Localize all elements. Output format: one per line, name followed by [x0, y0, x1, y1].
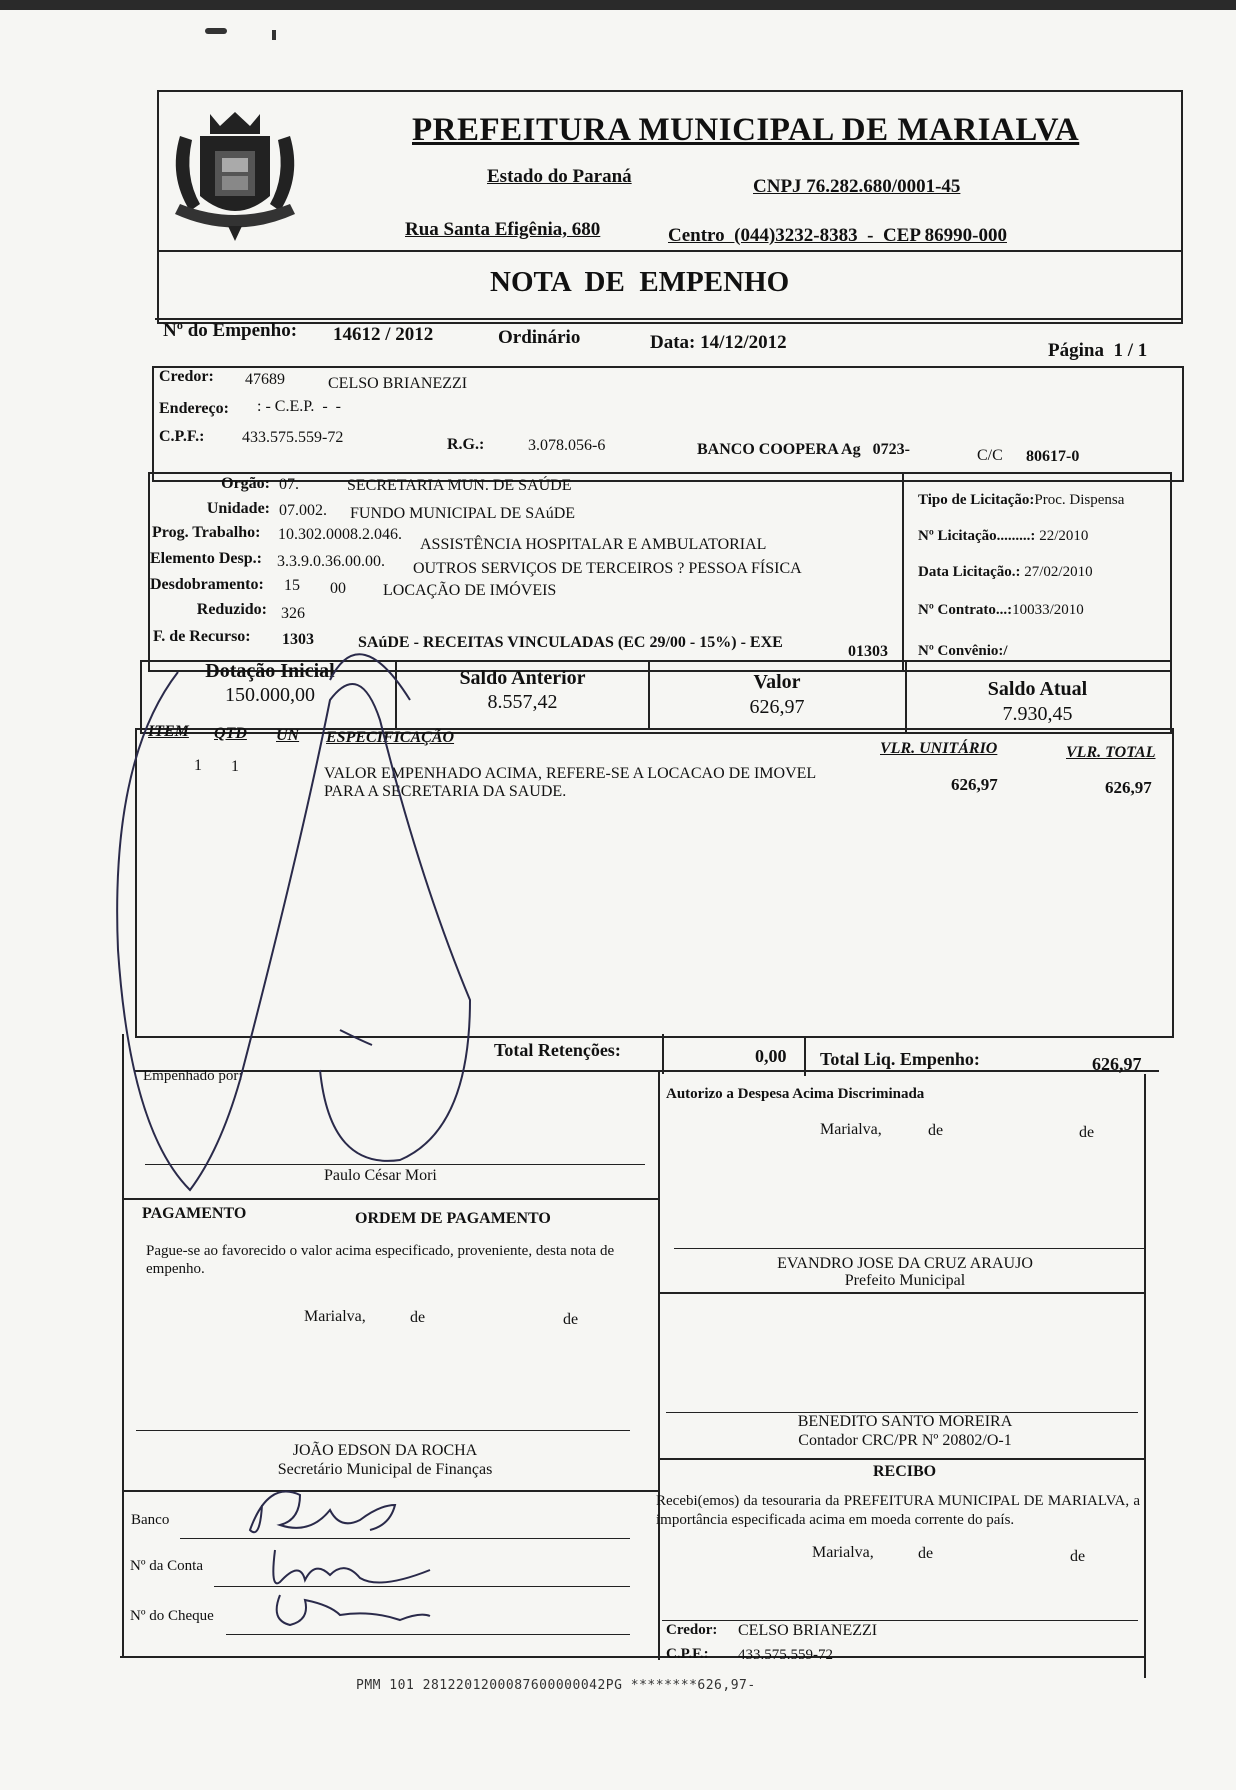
- conta-line: [214, 1586, 630, 1587]
- recibo-city: Marialva,: [812, 1544, 874, 1561]
- saldo-atual-label: Saldo Atual: [987, 678, 1088, 700]
- contrato-key: Nº Contrato...:: [918, 602, 1013, 618]
- recibo-cpf-label: C.P.F.:: [666, 1646, 709, 1662]
- col-vlr-unitario: VLR. UNITÁRIO: [880, 740, 998, 757]
- orgao-name: SECRETARIA MUN. DE SAÚDE: [347, 477, 572, 494]
- saldos-div-2: [648, 662, 650, 730]
- recurso-name: SAúDE - RECEITAS VINCULADAS (EC 29/00 - 15%) - EXE: [358, 634, 783, 651]
- scan-mark-dot: [272, 30, 276, 40]
- desdobramento-name: LOCAÇÃO DE IMÓVEIS: [383, 582, 557, 599]
- rg-value: 3.078.056-6: [528, 437, 606, 454]
- autorizo-label: Autorizo a Despesa Acima Discriminada: [666, 1086, 925, 1102]
- prog-name: ASSISTÊNCIA HOSPITALAR E AMBULATORIAL: [420, 536, 767, 553]
- pagamento-city: Marialva,: [304, 1308, 366, 1325]
- dotacao-value: 150.000,00: [225, 684, 315, 706]
- cheque-label: Nº do Cheque: [130, 1608, 214, 1624]
- prefeito-signature-line: [674, 1248, 1144, 1249]
- conta-label: Nº da Conta: [130, 1558, 203, 1574]
- data-licitacao-key: Data Licitação.:: [918, 564, 1021, 580]
- recurso-code: 1303: [282, 631, 314, 648]
- col-especificacao: ESPECIFICAÇÃO: [326, 729, 455, 746]
- autorizo-city: Marialva,: [820, 1121, 882, 1138]
- banco-label: Banco: [131, 1512, 170, 1528]
- banco-value: BANCO COOPERA Ag 0723-: [697, 441, 910, 458]
- scan-mark: [205, 28, 227, 34]
- unidade-label: Unidade:: [206, 500, 270, 517]
- credor-label: Credor:: [159, 368, 214, 385]
- col-qtd: QTD: [214, 725, 247, 742]
- recibo-top: [658, 1458, 1146, 1460]
- empenho-type: Ordinário: [498, 327, 581, 348]
- credor-code: 47689: [245, 371, 285, 388]
- recibo-title: RECIBO: [873, 1463, 937, 1480]
- saldo-atual-value: 7.930,45: [1002, 703, 1073, 725]
- recibo-de-1: de: [918, 1545, 934, 1562]
- tipo-licitacao-value: Proc. Dispensa: [1034, 492, 1125, 508]
- empenho-date: Data: 14/12/2012: [650, 332, 787, 353]
- orgao-code: 07.: [279, 476, 299, 493]
- ordem-pagamento-label: ORDEM DE PAGAMENTO: [355, 1210, 551, 1227]
- orgao-label: Orgão:: [221, 475, 270, 492]
- item-vlr-total: 626,97: [1105, 778, 1152, 797]
- prefeito-role: Prefeito Municipal: [844, 1272, 966, 1289]
- state-label: Estado do Paraná: [487, 166, 632, 187]
- saldo-anterior-value: 8.557,42: [487, 691, 558, 713]
- unidade-name: FUNDO MUNICIPAL DE SAúDE: [350, 505, 576, 522]
- tipo-licitacao-label: [918, 492, 1124, 509]
- lower-right-border: [1144, 1074, 1146, 1678]
- address-label: Rua Santa Efigênia, 680: [405, 219, 601, 240]
- recurso-num: 01303: [848, 643, 888, 660]
- data-licitacao-value: 27/02/2010: [1020, 564, 1093, 580]
- contrato-value: 10033/2010: [1012, 602, 1084, 618]
- lower-left-border: [122, 1034, 124, 1658]
- page-number: Página 1 / 1: [1048, 340, 1148, 361]
- convenio-label: Nº Convênio:/: [918, 643, 1008, 659]
- pagamento-top: [122, 1198, 658, 1200]
- lower-middle-border: [658, 1070, 660, 1660]
- desdobramento-sub: 00: [330, 580, 346, 597]
- tipo-licitacao-key: Tipo de Licitação:: [918, 492, 1035, 508]
- autorizo-de-1: de: [928, 1122, 944, 1139]
- prefeito-name: EVANDRO JOSE DA CRUZ ARAUJO: [777, 1255, 1033, 1272]
- item-description-line2: PARA A SECRETARIA DA SAUDE.: [324, 783, 567, 800]
- item-number: 1: [194, 757, 202, 774]
- credor-name: CELSO BRIANEZZI: [328, 375, 468, 392]
- banco-line: [180, 1538, 630, 1539]
- contador-name: BENEDITO SANTO MOREIRA: [797, 1413, 1013, 1430]
- total-liq-value: 626,97: [1092, 1054, 1142, 1074]
- recibo-credor-label: Credor:: [666, 1622, 718, 1638]
- pagamento-de-2: de: [563, 1311, 579, 1328]
- empenho-number-label: Nº do Empenho:: [163, 320, 298, 341]
- cpf-label: C.P.F.:: [159, 428, 205, 445]
- endereco-value: : - C.E.P. - -: [257, 398, 341, 415]
- total-retencoes-value: 0,00: [755, 1046, 787, 1066]
- recurso-label: F. de Recurso:: [153, 628, 251, 645]
- num-licitacao-key: Nº Licitação.........:: [918, 528, 1036, 544]
- document-title: NOTA DE EMPENHO: [490, 266, 790, 298]
- rg-label: R.G.:: [447, 436, 485, 453]
- cnpj-label: CNPJ 76.282.680/0001-45: [753, 176, 961, 197]
- saldos-div-3: [905, 662, 907, 732]
- banco-top: [122, 1490, 658, 1492]
- reduzido-label: Reduzido:: [196, 601, 267, 618]
- totais-bottom: [135, 1070, 1159, 1072]
- empenho-number: 14612 / 2012: [333, 324, 434, 345]
- dotacao-label: Dotação Inicial: [205, 660, 335, 682]
- elemento-name: OUTROS SERVIÇOS DE TERCEIROS ? PESSOA FÍSICA: [413, 560, 802, 577]
- num-licitacao-value: 22/2010: [1035, 528, 1089, 544]
- total-retencoes-label: Total Retenções:: [494, 1040, 621, 1060]
- lower-bottom-border: [120, 1656, 1146, 1658]
- item-qtd: 1: [231, 758, 239, 775]
- coat-of-arms-icon: [160, 96, 310, 246]
- data-licitacao-label: [918, 564, 1093, 581]
- financas-signature-line: [136, 1430, 630, 1431]
- recibo-text: Recebi(emos) da tesouraria da PREFEITURA MUNICIPAL DE MARIALVA, a importância especificada acima em moeda corrente do país.: [656, 1493, 1140, 1528]
- col-vlr-total: VLR. TOTAL: [1066, 744, 1156, 761]
- elemento-label: Elemento Desp.:: [150, 550, 262, 567]
- empenhado-label: Empenhado por:: [143, 1068, 243, 1084]
- footer-code: PMM 101 2812201200087600000042PG ********626,97-: [356, 1678, 756, 1693]
- pagamento-label: PAGAMENTO: [142, 1205, 247, 1222]
- endereco-label: Endereço:: [159, 400, 229, 417]
- cpf-value: 433.575.559-72: [242, 429, 344, 446]
- recibo-de-2: de: [1070, 1548, 1086, 1565]
- header-divider: [157, 250, 1181, 252]
- prog-code: 10.302.0008.2.046.: [278, 526, 402, 543]
- cc-label: C/C: [977, 447, 1003, 464]
- recibo-credor-value: CELSO BRIANEZZI: [738, 1622, 878, 1639]
- contador-top: [658, 1292, 1146, 1294]
- recibo-signature-line: [662, 1620, 1138, 1621]
- contador-role: Contador CRC/PR Nº 20802/O-1: [798, 1432, 1012, 1449]
- autorizo-de-2: de: [1079, 1124, 1095, 1141]
- empenhado-name: Paulo César Mori: [324, 1167, 437, 1184]
- cheque-line: [226, 1634, 630, 1635]
- totais-div-1: [662, 1034, 664, 1074]
- saldo-anterior-label: Saldo Anterior: [459, 667, 586, 689]
- scan-top-edge: [0, 0, 1236, 10]
- pagamento-de-1: de: [410, 1309, 426, 1326]
- cc-value: 80617-0: [1026, 448, 1080, 465]
- financas-role: Secretário Municipal de Finanças: [277, 1461, 493, 1478]
- contrato-label: [918, 602, 1084, 619]
- empenhado-signature-line: [145, 1164, 645, 1165]
- col-un: UN: [276, 727, 300, 744]
- pagamento-text: Pague-se ao favorecido o valor acima especificado, proveniente, desta nota de empenho.: [146, 1243, 615, 1277]
- desdobramento-code: 15: [284, 577, 300, 594]
- reduzido-value: 326: [281, 605, 305, 622]
- unidade-code: 07.002.: [279, 502, 327, 519]
- num-licitacao-label: [918, 528, 1088, 545]
- empenho-top-line: [155, 318, 1181, 320]
- col-item: ITEM: [148, 723, 189, 740]
- item-vlr-unitario: 626,97: [951, 775, 998, 794]
- total-liq-label: Total Liq. Empenho:: [820, 1049, 980, 1069]
- prefeitura-title: PREFEITURA MUNICIPAL DE MARIALVA: [412, 112, 1080, 148]
- valor-value: 626,97: [749, 696, 805, 718]
- recibo-cpf-value: 433.575.559-72: [738, 1647, 833, 1663]
- desdobramento-label: Desdobramento:: [150, 576, 264, 593]
- contact-label: Centro (044)3232-8383 - CEP 86990-000: [668, 225, 1007, 246]
- saldos-div-1: [395, 662, 397, 728]
- elemento-code: 3.3.9.0.36.00.00.: [277, 553, 385, 570]
- valor-label: Valor: [753, 671, 801, 693]
- licitacao-divider: [902, 474, 904, 670]
- prog-label: Prog. Trabalho:: [152, 524, 261, 541]
- item-description-line1: VALOR EMPENHADO ACIMA, REFERE-SE A LOCACAO DE IMOVEL: [324, 765, 817, 782]
- financas-name: JOÃO EDSON DA ROCHA: [292, 1442, 478, 1459]
